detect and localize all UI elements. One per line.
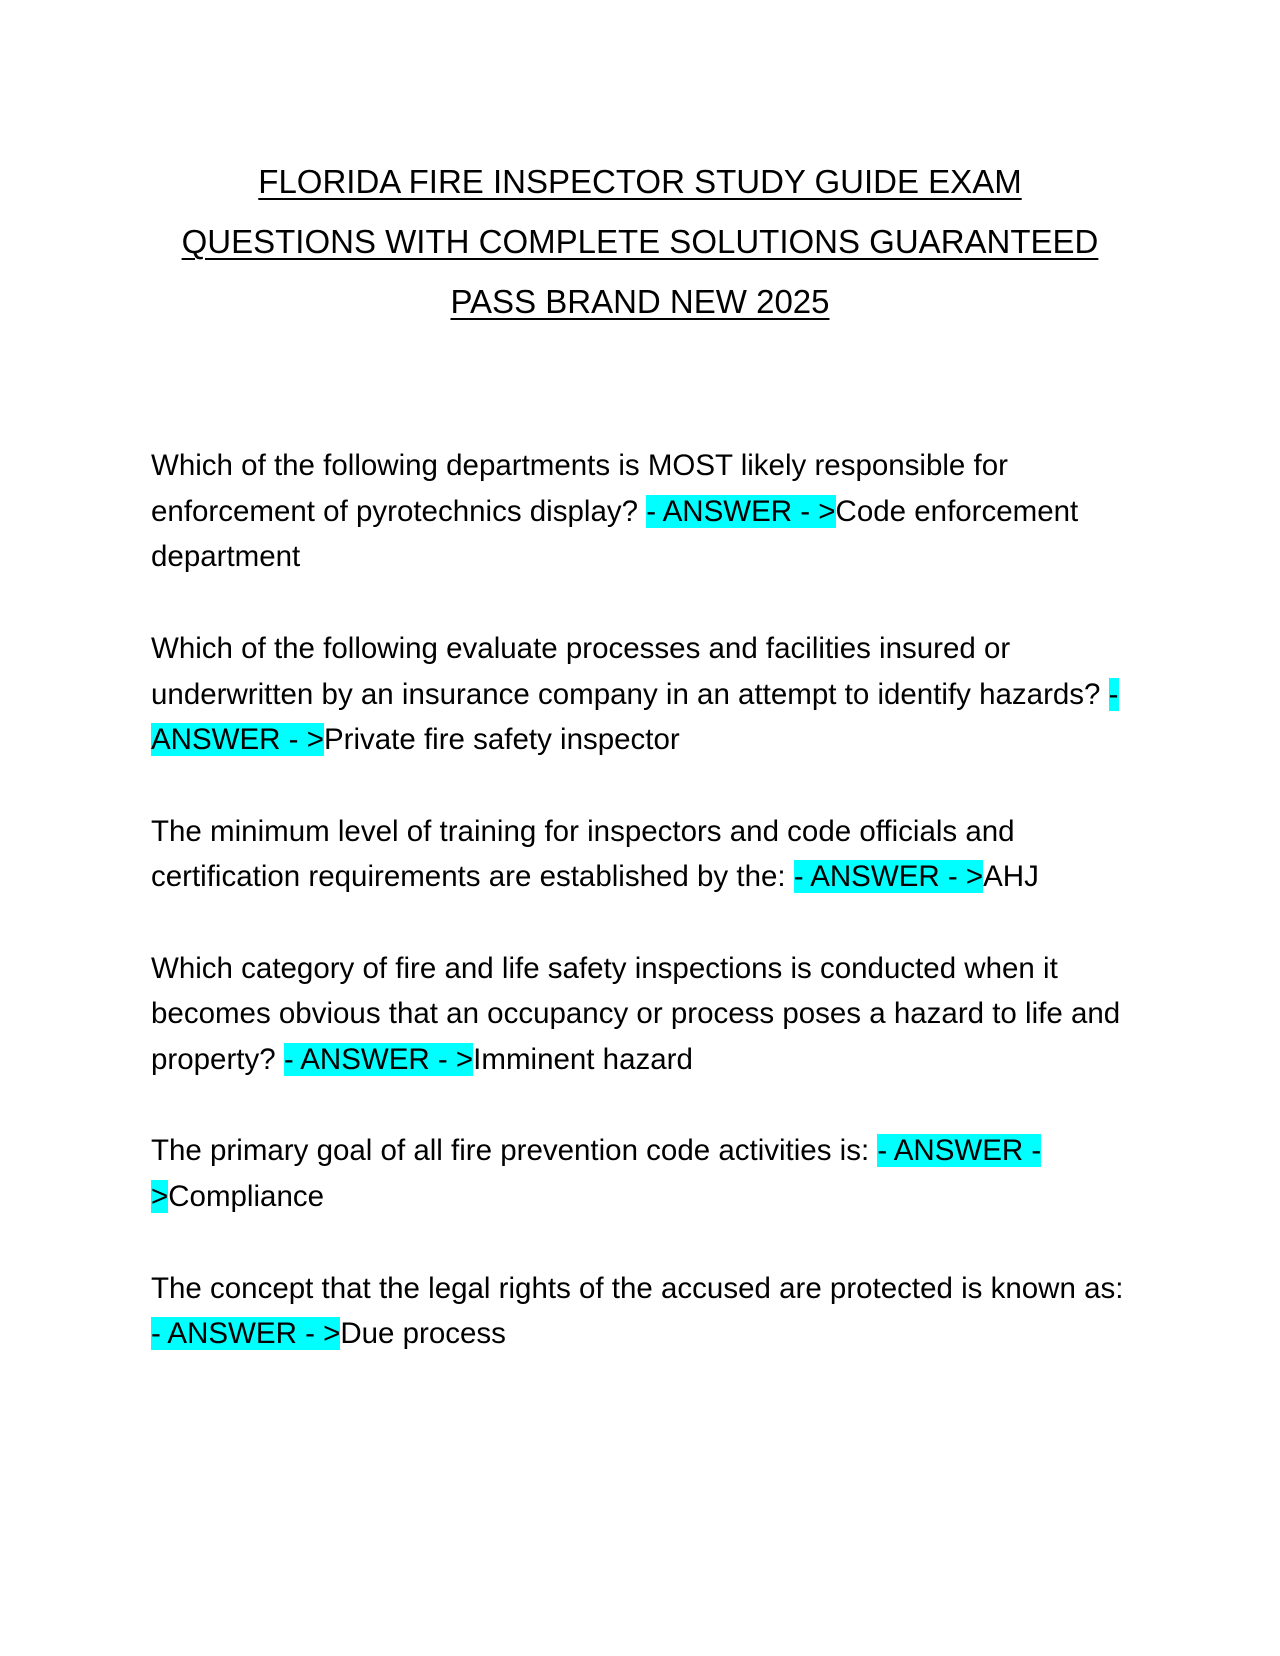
answer-text: Compliance (168, 1180, 325, 1214)
question-text: Which category of fire and life safety inspections is conducted when it becomes obvious that an occupancy or process poses a hazard to life and property? (151, 951, 1121, 1077)
question-text: Which of the following evaluate processes and facilities insured or underwritten by an insurance company in an attempt to identify hazards? (151, 631, 1101, 711)
question-text: The primary goal of all fire prevention code activities is: (151, 1134, 870, 1168)
document-title (0, 152, 1280, 332)
title-line: PASS BRAND NEW 2025 (450, 283, 830, 320)
answer-marker: - ANSWER - > (151, 677, 1119, 757)
answer-marker: - ANSWER - > (151, 1134, 1042, 1214)
answer-marker: - ANSWER - > (793, 860, 984, 894)
answer-text: AHJ (983, 860, 1039, 894)
qa-item (151, 1128, 1136, 1219)
qa-item (151, 809, 1136, 900)
qa-item (151, 443, 1136, 580)
qa-item (151, 626, 1136, 763)
answer-marker: - ANSWER - > (283, 1043, 474, 1077)
answer-text: Code enforcement department (151, 494, 1079, 574)
question-text: The minimum level of training for inspectors and code officials and certification requirements are established by the: (151, 814, 1015, 894)
qa-list (151, 443, 1136, 1403)
title-line: FLORIDA FIRE INSPECTOR STUDY GUIDE EXAM (258, 163, 1022, 200)
qa-item (151, 1266, 1136, 1357)
answer-text: Private fire safety inspector (323, 723, 680, 757)
title-line: QUESTIONS WITH COMPLETE SOLUTIONS GUARANTEED (181, 223, 1099, 260)
answer-text: Imminent hazard (473, 1043, 693, 1077)
qa-item (151, 946, 1136, 1083)
question-text: Which of the following departments is MOST likely responsible for enforcement of pyrotechnics display? (151, 449, 1008, 528)
answer-marker: - ANSWER - > (646, 494, 836, 528)
answer-marker: - ANSWER - > (151, 1317, 341, 1351)
question-text: The concept that the legal rights of the accused are protected is known as: (151, 1271, 1124, 1305)
answer-text: Due process (340, 1317, 506, 1351)
